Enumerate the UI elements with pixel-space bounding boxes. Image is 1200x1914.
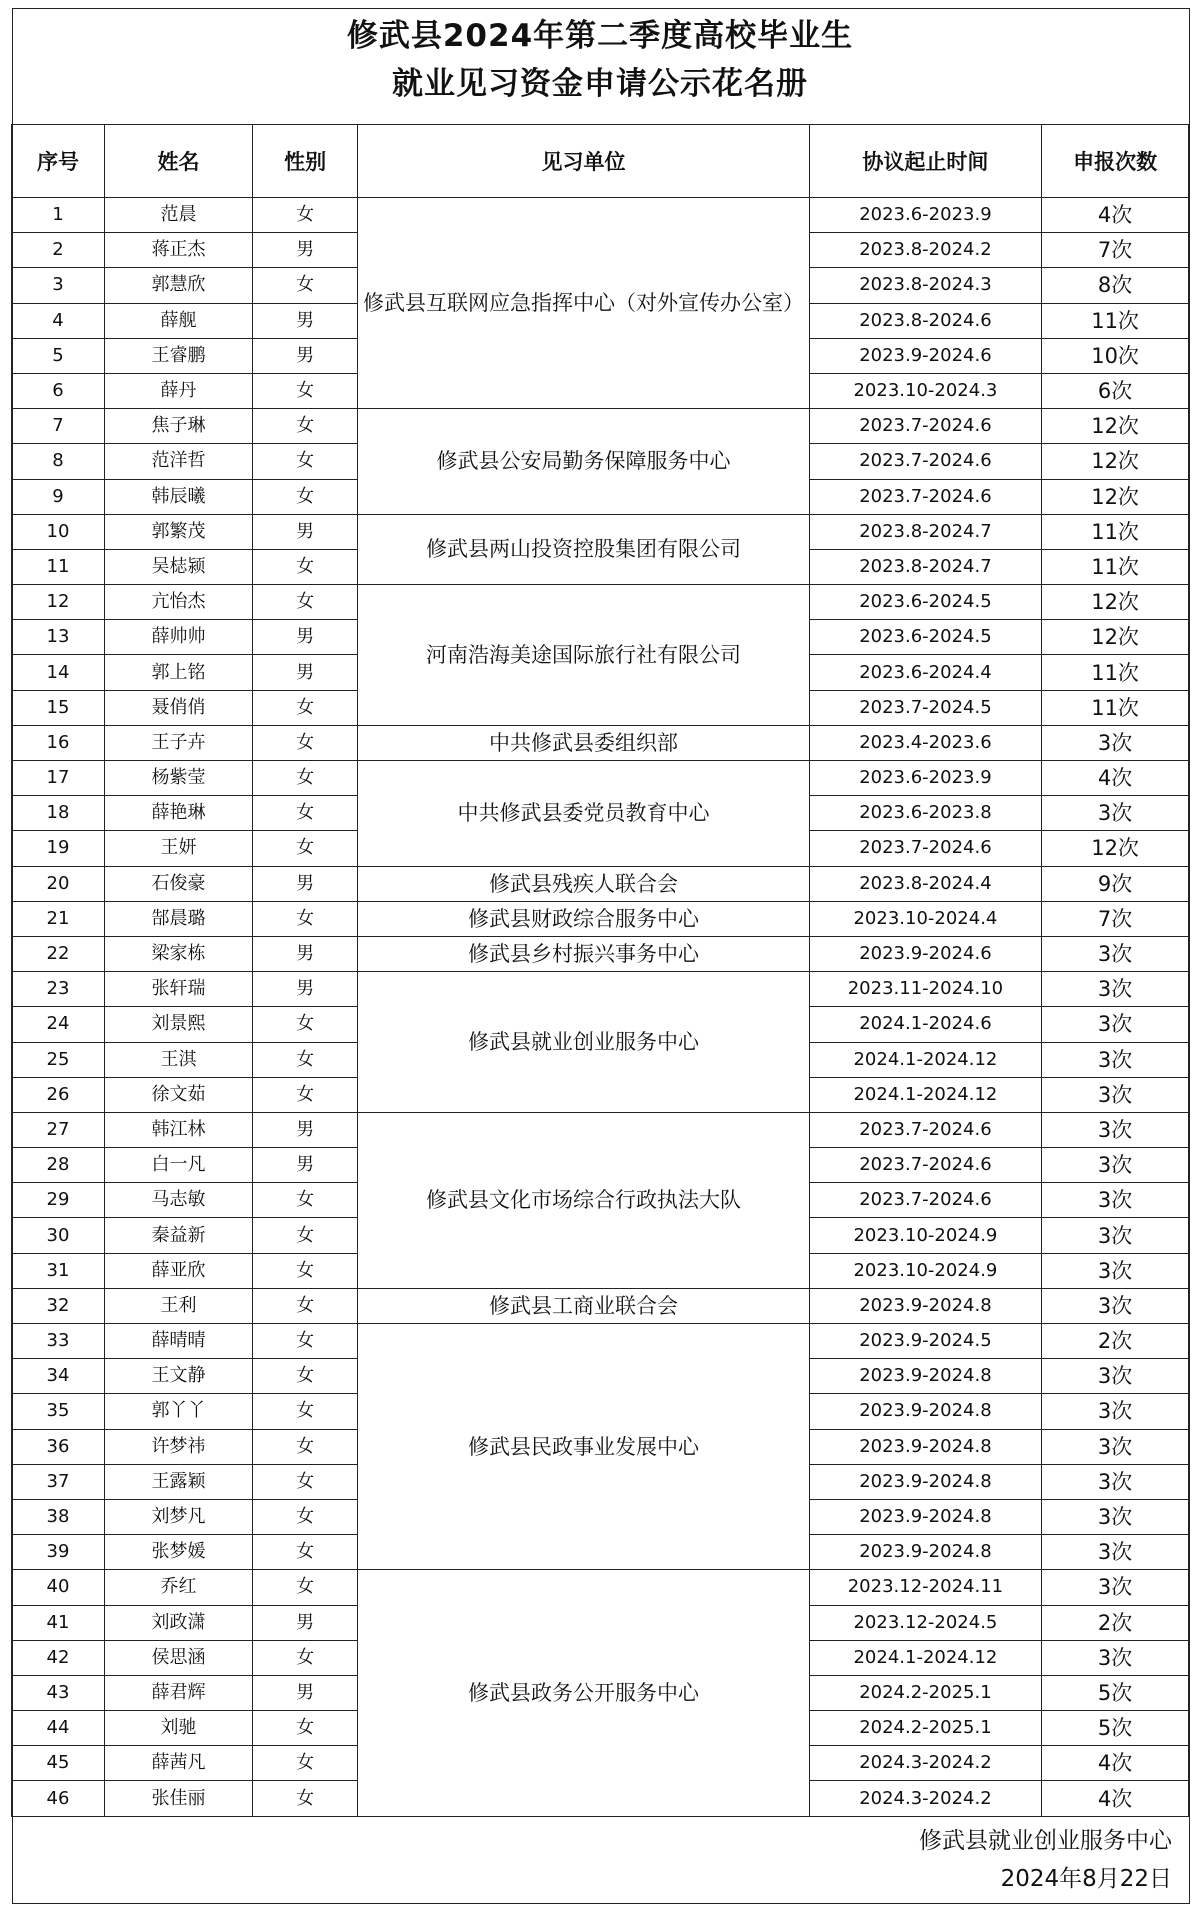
cell-unit: 修武县两山投资控股集团有限公司 [358, 514, 809, 584]
cell-index: 42 [12, 1640, 105, 1675]
cell-period: 2023.9-2024.8 [809, 1429, 1041, 1464]
cell-unit: 修武县财政综合服务中心 [358, 901, 809, 936]
cell-index: 31 [12, 1253, 105, 1288]
table-row [12, 761, 1189, 796]
cell-period: 2023.7-2024.6 [809, 1112, 1041, 1147]
cell-count: 12次 [1042, 831, 1189, 866]
cell-index: 29 [12, 1183, 105, 1218]
cell-gender: 女 [253, 444, 358, 479]
cell-period: 2023.6-2024.5 [809, 620, 1041, 655]
cell-name: 王淇 [104, 1042, 252, 1077]
cell-count: 3次 [1042, 796, 1189, 831]
cell-period: 2023.7-2024.5 [809, 690, 1041, 725]
cell-gender: 男 [253, 866, 358, 901]
cell-gender: 女 [253, 549, 358, 584]
cell-gender: 女 [253, 690, 358, 725]
cell-count: 6次 [1042, 373, 1189, 408]
cell-count: 3次 [1042, 1570, 1189, 1605]
cell-name: 薛舰 [104, 303, 252, 338]
table-row [12, 936, 1189, 971]
cell-name: 徐文茹 [104, 1077, 252, 1112]
cell-gender: 女 [253, 1394, 358, 1429]
cell-name: 范晨 [104, 198, 252, 233]
cell-index: 46 [12, 1781, 105, 1816]
cell-gender: 女 [253, 1077, 358, 1112]
cell-gender: 女 [253, 1429, 358, 1464]
cell-gender: 女 [253, 901, 358, 936]
cell-unit: 修武县乡村振兴事务中心 [358, 936, 809, 971]
cell-index: 26 [12, 1077, 105, 1112]
cell-gender: 男 [253, 620, 358, 655]
cell-period: 2023.9-2024.6 [809, 936, 1041, 971]
cell-gender: 男 [253, 233, 358, 268]
cell-unit: 中共修武县委党员教育中心 [358, 761, 809, 867]
cell-index: 44 [12, 1711, 105, 1746]
cell-gender: 男 [253, 303, 358, 338]
header-index: 序号 [12, 125, 105, 198]
cell-gender: 男 [253, 1675, 358, 1710]
cell-count: 3次 [1042, 1535, 1189, 1570]
header-count: 申报次数 [1042, 125, 1189, 198]
cell-gender: 女 [253, 1253, 358, 1288]
cell-gender: 男 [253, 338, 358, 373]
cell-period: 2023.7-2024.6 [809, 444, 1041, 479]
header-name: 姓名 [104, 125, 252, 198]
cell-index: 10 [12, 514, 105, 549]
footer-org: 修武县就业创业服务中心 [919, 1828, 1172, 1854]
cell-period: 2023.10-2024.9 [809, 1253, 1041, 1288]
roster-table [11, 124, 1189, 1817]
cell-index: 5 [12, 338, 105, 373]
cell-count: 3次 [1042, 1288, 1189, 1323]
cell-period: 2023.8-2024.3 [809, 268, 1041, 303]
cell-index: 23 [12, 972, 105, 1007]
cell-count: 5次 [1042, 1711, 1189, 1746]
cell-unit: 修武县民政事业发展中心 [358, 1324, 809, 1570]
cell-period: 2023.9-2024.6 [809, 338, 1041, 373]
cell-index: 4 [12, 303, 105, 338]
cell-period: 2024.3-2024.2 [809, 1781, 1041, 1816]
cell-period: 2023.6-2023.8 [809, 796, 1041, 831]
cell-index: 11 [12, 549, 105, 584]
cell-name: 焦子琳 [104, 409, 252, 444]
cell-gender: 女 [253, 1640, 358, 1675]
cell-gender: 女 [253, 1007, 358, 1042]
cell-period: 2023.4-2023.6 [809, 725, 1041, 760]
cell-name: 马志敏 [104, 1183, 252, 1218]
cell-name: 薛茜凡 [104, 1746, 252, 1781]
cell-gender: 女 [253, 1746, 358, 1781]
cell-name: 薛帅帅 [104, 620, 252, 655]
cell-period: 2023.8-2024.7 [809, 549, 1041, 584]
cell-index: 22 [12, 936, 105, 971]
cell-index: 40 [12, 1570, 105, 1605]
cell-gender: 男 [253, 1112, 358, 1147]
cell-count: 9次 [1042, 866, 1189, 901]
cell-gender: 女 [253, 725, 358, 760]
cell-name: 王文静 [104, 1359, 252, 1394]
cell-period: 2023.6-2023.9 [809, 198, 1041, 233]
cell-count: 7次 [1042, 901, 1189, 936]
cell-period: 2023.6-2024.4 [809, 655, 1041, 690]
cell-period: 2024.3-2024.2 [809, 1746, 1041, 1781]
cell-name: 张轩瑞 [104, 972, 252, 1007]
cell-gender: 女 [253, 479, 358, 514]
cell-index: 36 [12, 1429, 105, 1464]
cell-count: 12次 [1042, 585, 1189, 620]
cell-period: 2023.8-2024.6 [809, 303, 1041, 338]
cell-name: 侯思涵 [104, 1640, 252, 1675]
cell-name: 薛君辉 [104, 1675, 252, 1710]
cell-count: 11次 [1042, 549, 1189, 584]
cell-period: 2023.7-2024.6 [809, 1148, 1041, 1183]
table-row [12, 866, 1189, 901]
cell-name: 郭繁茂 [104, 514, 252, 549]
cell-period: 2023.6-2024.5 [809, 585, 1041, 620]
cell-period: 2023.8-2024.7 [809, 514, 1041, 549]
cell-gender: 男 [253, 972, 358, 1007]
cell-name: 刘景熙 [104, 1007, 252, 1042]
table-row [12, 1570, 1189, 1605]
cell-name: 薛晴晴 [104, 1324, 252, 1359]
title-line-2: 就业见习资金申请公示花名册 [392, 66, 808, 102]
cell-period: 2023.9-2024.8 [809, 1359, 1041, 1394]
cell-index: 19 [12, 831, 105, 866]
cell-index: 20 [12, 866, 105, 901]
cell-name: 王子卉 [104, 725, 252, 760]
cell-index: 6 [12, 373, 105, 408]
cell-name: 杨紫莹 [104, 761, 252, 796]
cell-count: 3次 [1042, 1112, 1189, 1147]
cell-count: 11次 [1042, 303, 1189, 338]
cell-count: 10次 [1042, 338, 1189, 373]
cell-count: 12次 [1042, 479, 1189, 514]
cell-gender: 女 [253, 1324, 358, 1359]
cell-index: 43 [12, 1675, 105, 1710]
cell-period: 2023.11-2024.10 [809, 972, 1041, 1007]
cell-count: 3次 [1042, 1218, 1189, 1253]
cell-count: 7次 [1042, 233, 1189, 268]
cell-gender: 女 [253, 585, 358, 620]
cell-gender: 女 [253, 1218, 358, 1253]
table-row [12, 1288, 1189, 1323]
cell-count: 3次 [1042, 1499, 1189, 1534]
cell-name: 聂俏俏 [104, 690, 252, 725]
cell-name: 范洋哲 [104, 444, 252, 479]
cell-period: 2023.9-2024.8 [809, 1535, 1041, 1570]
cell-count: 3次 [1042, 936, 1189, 971]
title-line-1: 修武县2024年第二季度高校毕业生 [346, 18, 854, 54]
cell-name: 白一凡 [104, 1148, 252, 1183]
cell-gender: 女 [253, 373, 358, 408]
cell-name: 梁家栋 [104, 936, 252, 971]
cell-gender: 女 [253, 1781, 358, 1816]
cell-count: 12次 [1042, 444, 1189, 479]
cell-index: 27 [12, 1112, 105, 1147]
cell-gender: 女 [253, 1711, 358, 1746]
cell-unit: 修武县残疾人联合会 [358, 866, 809, 901]
cell-index: 14 [12, 655, 105, 690]
cell-name: 郭慧欣 [104, 268, 252, 303]
cell-period: 2024.1-2024.12 [809, 1042, 1041, 1077]
cell-gender: 女 [253, 796, 358, 831]
cell-count: 3次 [1042, 1148, 1189, 1183]
cell-gender: 女 [253, 1464, 358, 1499]
table-row [12, 198, 1189, 233]
cell-count: 3次 [1042, 1394, 1189, 1429]
cell-period: 2023.8-2024.4 [809, 866, 1041, 901]
table-row [12, 409, 1189, 444]
footer-date: 2024年8月22日 [1000, 1866, 1172, 1892]
cell-name: 薛亚欣 [104, 1253, 252, 1288]
cell-name: 薛丹 [104, 373, 252, 408]
cell-gender: 男 [253, 1148, 358, 1183]
cell-name: 蒋正杰 [104, 233, 252, 268]
cell-index: 33 [12, 1324, 105, 1359]
cell-index: 38 [12, 1499, 105, 1534]
cell-period: 2023.9-2024.8 [809, 1499, 1041, 1534]
cell-period: 2023.9-2024.8 [809, 1394, 1041, 1429]
cell-gender: 男 [253, 514, 358, 549]
cell-index: 25 [12, 1042, 105, 1077]
cell-count: 3次 [1042, 1077, 1189, 1112]
cell-index: 45 [12, 1746, 105, 1781]
cell-count: 5次 [1042, 1675, 1189, 1710]
cell-index: 35 [12, 1394, 105, 1429]
cell-name: 郜晨璐 [104, 901, 252, 936]
cell-name: 张梦媛 [104, 1535, 252, 1570]
cell-name: 韩辰曦 [104, 479, 252, 514]
cell-gender: 女 [253, 409, 358, 444]
cell-count: 8次 [1042, 268, 1189, 303]
cell-period: 2024.1-2024.6 [809, 1007, 1041, 1042]
cell-count: 4次 [1042, 1746, 1189, 1781]
table-row [12, 1324, 1189, 1359]
page-title [0, 12, 1200, 108]
cell-index: 7 [12, 409, 105, 444]
cell-unit: 修武县公安局勤务保障服务中心 [358, 409, 809, 515]
cell-period: 2023.9-2024.8 [809, 1288, 1041, 1323]
cell-gender: 女 [253, 198, 358, 233]
cell-count: 3次 [1042, 1359, 1189, 1394]
cell-name: 许梦祎 [104, 1429, 252, 1464]
cell-period: 2023.9-2024.8 [809, 1464, 1041, 1499]
cell-name: 王妍 [104, 831, 252, 866]
cell-count: 3次 [1042, 1007, 1189, 1042]
cell-unit: 修武县政务公开服务中心 [358, 1570, 809, 1816]
cell-index: 41 [12, 1605, 105, 1640]
header-gender: 性别 [253, 125, 358, 198]
cell-count: 3次 [1042, 1429, 1189, 1464]
cell-count: 11次 [1042, 655, 1189, 690]
table-body [12, 198, 1189, 1817]
table-row [12, 585, 1189, 620]
cell-count: 3次 [1042, 725, 1189, 760]
cell-name: 张佳丽 [104, 1781, 252, 1816]
cell-index: 18 [12, 796, 105, 831]
cell-count: 12次 [1042, 620, 1189, 655]
cell-name: 刘驰 [104, 1711, 252, 1746]
table-header-row [12, 125, 1189, 198]
cell-index: 15 [12, 690, 105, 725]
cell-count: 2次 [1042, 1605, 1189, 1640]
cell-period: 2023.10-2024.4 [809, 901, 1041, 936]
table-row [12, 901, 1189, 936]
cell-index: 30 [12, 1218, 105, 1253]
cell-gender: 女 [253, 1535, 358, 1570]
cell-index: 13 [12, 620, 105, 655]
cell-index: 32 [12, 1288, 105, 1323]
cell-unit: 中共修武县委组织部 [358, 725, 809, 760]
cell-count: 11次 [1042, 514, 1189, 549]
cell-index: 3 [12, 268, 105, 303]
cell-index: 8 [12, 444, 105, 479]
cell-gender: 女 [253, 1570, 358, 1605]
cell-index: 1 [12, 198, 105, 233]
cell-gender: 男 [253, 655, 358, 690]
cell-unit: 修武县文化市场综合行政执法大队 [358, 1112, 809, 1288]
cell-period: 2024.1-2024.12 [809, 1077, 1041, 1112]
cell-name: 刘梦凡 [104, 1499, 252, 1534]
header-unit: 见习单位 [358, 125, 809, 198]
cell-count: 4次 [1042, 198, 1189, 233]
cell-name: 乔红 [104, 1570, 252, 1605]
cell-unit: 修武县互联网应急指挥中心（对外宣传办公室） [358, 198, 809, 409]
cell-period: 2024.2-2025.1 [809, 1675, 1041, 1710]
cell-index: 2 [12, 233, 105, 268]
cell-index: 24 [12, 1007, 105, 1042]
cell-name: 王睿鹏 [104, 338, 252, 373]
cell-gender: 女 [253, 1499, 358, 1534]
cell-gender: 女 [253, 1042, 358, 1077]
cell-count: 3次 [1042, 1183, 1189, 1218]
cell-count: 3次 [1042, 1464, 1189, 1499]
cell-period: 2023.10-2024.9 [809, 1218, 1041, 1253]
cell-period: 2024.1-2024.12 [809, 1640, 1041, 1675]
cell-period: 2024.2-2025.1 [809, 1711, 1041, 1746]
cell-name: 石俊豪 [104, 866, 252, 901]
cell-period: 2023.7-2024.6 [809, 831, 1041, 866]
cell-index: 21 [12, 901, 105, 936]
cell-count: 3次 [1042, 1253, 1189, 1288]
cell-name: 薛艳琳 [104, 796, 252, 831]
cell-count: 4次 [1042, 761, 1189, 796]
cell-unit: 修武县就业创业服务中心 [358, 972, 809, 1113]
table-row [12, 972, 1189, 1007]
cell-index: 37 [12, 1464, 105, 1499]
cell-period: 2023.6-2023.9 [809, 761, 1041, 796]
cell-index: 17 [12, 761, 105, 796]
cell-name: 秦益新 [104, 1218, 252, 1253]
cell-period: 2023.7-2024.6 [809, 1183, 1041, 1218]
cell-count: 3次 [1042, 1640, 1189, 1675]
cell-period: 2023.12-2024.11 [809, 1570, 1041, 1605]
footer-signature [919, 1822, 1172, 1898]
cell-count: 11次 [1042, 690, 1189, 725]
cell-unit: 河南浩海美途国际旅行社有限公司 [358, 585, 809, 726]
header-period: 协议起止时间 [809, 125, 1041, 198]
cell-name: 郭丫丫 [104, 1394, 252, 1429]
cell-gender: 女 [253, 1183, 358, 1218]
cell-name: 王露颖 [104, 1464, 252, 1499]
cell-gender: 女 [253, 1359, 358, 1394]
cell-count: 3次 [1042, 972, 1189, 1007]
cell-index: 39 [12, 1535, 105, 1570]
cell-gender: 女 [253, 831, 358, 866]
cell-period: 2023.7-2024.6 [809, 479, 1041, 514]
cell-count: 3次 [1042, 1042, 1189, 1077]
cell-gender: 女 [253, 761, 358, 796]
cell-count: 12次 [1042, 409, 1189, 444]
cell-count: 4次 [1042, 1781, 1189, 1816]
cell-index: 28 [12, 1148, 105, 1183]
cell-period: 2023.9-2024.5 [809, 1324, 1041, 1359]
cell-name: 韩江林 [104, 1112, 252, 1147]
cell-period: 2023.10-2024.3 [809, 373, 1041, 408]
cell-name: 王利 [104, 1288, 252, 1323]
cell-unit: 修武县工商业联合会 [358, 1288, 809, 1323]
cell-index: 12 [12, 585, 105, 620]
cell-count: 2次 [1042, 1324, 1189, 1359]
cell-gender: 男 [253, 936, 358, 971]
table-row [12, 1112, 1189, 1147]
cell-gender: 女 [253, 268, 358, 303]
cell-gender: 女 [253, 1288, 358, 1323]
cell-gender: 男 [253, 1605, 358, 1640]
cell-name: 吴梽颍 [104, 549, 252, 584]
cell-period: 2023.8-2024.2 [809, 233, 1041, 268]
cell-index: 34 [12, 1359, 105, 1394]
cell-index: 16 [12, 725, 105, 760]
table-row [12, 514, 1189, 549]
cell-name: 郭上铭 [104, 655, 252, 690]
cell-period: 2023.12-2024.5 [809, 1605, 1041, 1640]
cell-period: 2023.7-2024.6 [809, 409, 1041, 444]
cell-name: 刘政潇 [104, 1605, 252, 1640]
cell-name: 亢怡杰 [104, 585, 252, 620]
cell-index: 9 [12, 479, 105, 514]
table-row [12, 725, 1189, 760]
